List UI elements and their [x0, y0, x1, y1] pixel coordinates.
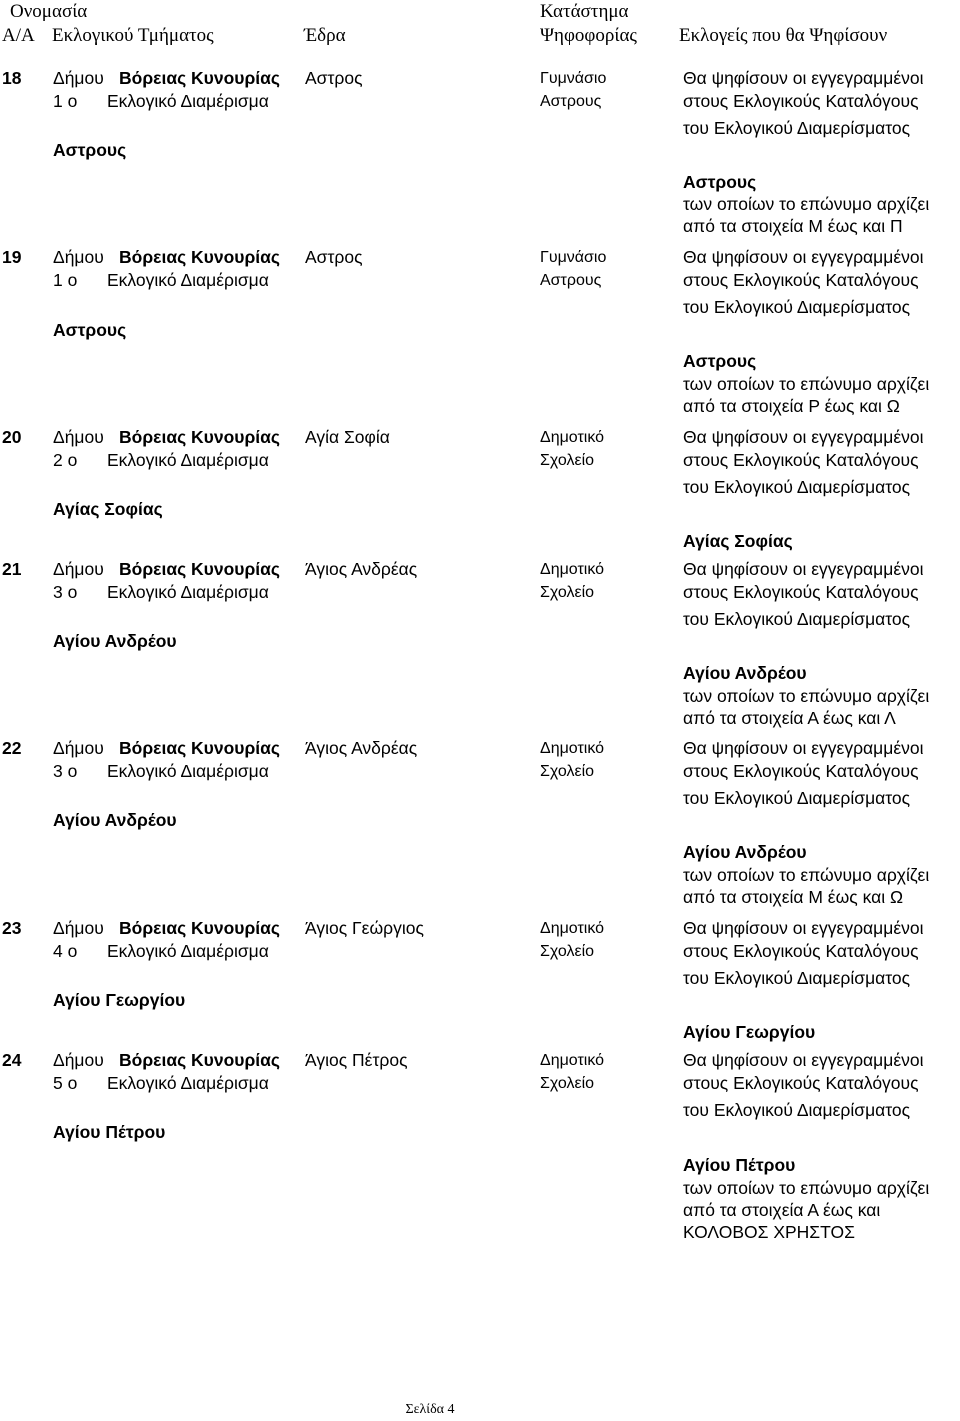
- voters-line1: Θα ψηφίσουν οι εγγεγραμμένοι: [683, 68, 924, 88]
- header-aa: Α/Α: [2, 25, 35, 46]
- district-number: 2 ο: [53, 450, 78, 470]
- row-number: 23: [2, 918, 22, 938]
- voters-line3: του Εκλογικού Διαμερίσματος: [683, 788, 911, 808]
- row-number: 20: [2, 427, 22, 447]
- municipality-label: Δήμου: [53, 247, 104, 267]
- voters-line6: από τα στοιχεία Α έως και Λ: [683, 708, 896, 728]
- voters-line5: των οποίων το επώνυμο αρχίζει: [683, 374, 930, 394]
- header-status-line1: Κατάστημα: [540, 1, 629, 22]
- municipality-name: Βόρειας Κυνουρίας: [119, 247, 281, 267]
- district-number: 1 ο: [53, 270, 78, 290]
- seat: Άγιος Ανδρέας: [305, 559, 418, 579]
- district-name: Αγίου Γεωργίου: [53, 990, 186, 1010]
- polling-place-line1: Δημοτικό: [540, 429, 605, 446]
- voters-line2: στους Εκλογικούς Καταλόγους: [683, 270, 919, 290]
- district-number: 5 ο: [53, 1073, 78, 1093]
- voters-line5: των οποίων το επώνυμο αρχίζει: [683, 865, 930, 885]
- voters-line1: Θα ψηφίσουν οι εγγεγραμμένοι: [683, 918, 924, 938]
- voters-line7: ΚΟΛΟΒΟΣ ΧΡΗΣΤΟΣ: [683, 1222, 855, 1242]
- voters-district-name: Αγίας Σοφίας: [683, 531, 793, 551]
- row-number: 19: [2, 247, 22, 267]
- municipality-name: Βόρειας Κυνουρίας: [119, 918, 281, 938]
- voters-line2: στους Εκλογικούς Καταλόγους: [683, 1073, 919, 1093]
- polling-place-line2: Σχολείο: [540, 943, 595, 960]
- district-name: Αστρους: [53, 320, 127, 340]
- municipality-label: Δήμου: [53, 918, 104, 938]
- voters-line2: στους Εκλογικούς Καταλόγους: [683, 91, 919, 111]
- district-number: 3 ο: [53, 582, 78, 602]
- voters-line5: των οποίων το επώνυμο αρχίζει: [683, 686, 930, 706]
- polling-place-line2: Σχολείο: [540, 584, 595, 601]
- voters-district-name: Αστρους: [683, 351, 757, 371]
- district-label: Εκλογικό Διαμέρισμα: [107, 941, 269, 961]
- voters-line1: Θα ψηφίσουν οι εγγεγραμμένοι: [683, 427, 924, 447]
- voters-line6: από τα στοιχεία Ρ έως και Ω: [683, 396, 900, 416]
- polling-place-line2: Σχολείο: [540, 763, 595, 780]
- voters-line6: από τα στοιχεία Α έως και: [683, 1200, 881, 1220]
- district-label: Εκλογικό Διαμέρισμα: [107, 91, 269, 111]
- voters-district-name: Αγίου Ανδρέου: [683, 663, 807, 683]
- municipality-name: Βόρειας Κυνουρίας: [119, 68, 281, 88]
- polling-place-line1: Γυμνάσιο: [540, 249, 607, 266]
- municipality-name: Βόρειας Κυνουρίας: [119, 427, 281, 447]
- voters-line2: στους Εκλογικούς Καταλόγους: [683, 761, 919, 781]
- municipality-label: Δήμου: [53, 427, 104, 447]
- voters-line1: Θα ψηφίσουν οι εγγεγραμμένοι: [683, 559, 924, 579]
- district-label: Εκλογικό Διαμέρισμα: [107, 582, 269, 602]
- municipality-label: Δήμου: [53, 68, 104, 88]
- polling-place-line1: Γυμνάσιο: [540, 70, 607, 87]
- municipality-label: Δήμου: [53, 738, 104, 758]
- seat: Άγιος Γεώργιος: [305, 918, 424, 938]
- voters-line3: του Εκλογικού Διαμερίσματος: [683, 609, 911, 629]
- polling-place-line1: Δημοτικό: [540, 740, 605, 757]
- voters-district-name: Αστρους: [683, 172, 757, 192]
- polling-place-line1: Δημοτικό: [540, 1052, 605, 1069]
- header-name-line1: Ονομασία: [10, 1, 88, 22]
- row-number: 24: [2, 1050, 22, 1070]
- municipality-name: Βόρειας Κυνουρίας: [119, 738, 281, 758]
- voters-line1: Θα ψηφίσουν οι εγγεγραμμένοι: [683, 1050, 924, 1070]
- header-name-line2: Εκλογικού Τμήματος: [52, 25, 214, 46]
- header-voters: Εκλογείς που θα Ψηφίσουν: [679, 25, 888, 46]
- polling-place-line1: Δημοτικό: [540, 561, 605, 578]
- district-label: Εκλογικό Διαμέρισμα: [107, 1073, 269, 1093]
- voters-line1: Θα ψηφίσουν οι εγγεγραμμένοι: [683, 247, 924, 267]
- voters-line3: του Εκλογικού Διαμερίσματος: [683, 477, 911, 497]
- district-number: 3 ο: [53, 761, 78, 781]
- voters-line6: από τα στοιχεία Μ έως και Ω: [683, 887, 904, 907]
- municipality-name: Βόρειας Κυνουρίας: [119, 1050, 281, 1070]
- voters-district-name: Αγίου Γεωργίου: [683, 1022, 816, 1042]
- voters-line3: του Εκλογικού Διαμερίσματος: [683, 1100, 911, 1120]
- district-number: 1 ο: [53, 91, 78, 111]
- voters-line3: του Εκλογικού Διαμερίσματος: [683, 297, 911, 317]
- district-label: Εκλογικό Διαμέρισμα: [107, 450, 269, 470]
- seat: Άγιος Ανδρέας: [305, 738, 418, 758]
- municipality-name: Βόρειας Κυνουρίας: [119, 559, 281, 579]
- municipality-label: Δήμου: [53, 1050, 104, 1070]
- seat: Αστρος: [305, 68, 363, 88]
- district-label: Εκλογικό Διαμέρισμα: [107, 270, 269, 290]
- district-name: Αγίας Σοφίας: [53, 499, 163, 519]
- seat: Αστρος: [305, 247, 363, 267]
- voters-line1: Θα ψηφίσουν οι εγγεγραμμένοι: [683, 738, 924, 758]
- voters-line2: στους Εκλογικούς Καταλόγους: [683, 450, 919, 470]
- polling-place-line1: Δημοτικό: [540, 920, 605, 937]
- voters-line5: των οποίων το επώνυμο αρχίζει: [683, 194, 930, 214]
- voters-line3: του Εκλογικού Διαμερίσματος: [683, 968, 911, 988]
- voters-line5: των οποίων το επώνυμο αρχίζει: [683, 1178, 930, 1198]
- polling-place-line2: Αστρους: [540, 272, 602, 289]
- voters-line2: στους Εκλογικούς Καταλόγους: [683, 941, 919, 961]
- district-name: Αγίου Πέτρου: [53, 1122, 166, 1142]
- voters-district-name: Αγίου Ανδρέου: [683, 842, 807, 862]
- district-name: Αστρους: [53, 140, 127, 160]
- seat: Άγιος Πέτρος: [305, 1050, 408, 1070]
- row-number: 22: [2, 738, 22, 758]
- voters-district-name: Αγίου Πέτρου: [683, 1155, 796, 1175]
- district-name: Αγίου Ανδρέου: [53, 631, 177, 651]
- row-number: 18: [2, 68, 22, 88]
- district-name: Αγίου Ανδρέου: [53, 810, 177, 830]
- district-number: 4 ο: [53, 941, 78, 961]
- polling-place-line2: Σχολείο: [540, 452, 595, 469]
- voters-line3: του Εκλογικού Διαμερίσματος: [683, 118, 911, 138]
- header-seat: Έδρα: [304, 25, 346, 46]
- polling-place-line2: Αστρους: [540, 93, 602, 110]
- district-label: Εκλογικό Διαμέρισμα: [107, 761, 269, 781]
- header-status-line2: Ψηφοφορίας: [540, 25, 637, 46]
- row-number: 21: [2, 559, 22, 579]
- municipality-label: Δήμου: [53, 559, 104, 579]
- voters-line2: στους Εκλογικούς Καταλόγους: [683, 582, 919, 602]
- seat: Αγία Σοφία: [305, 427, 390, 447]
- polling-place-line2: Σχολείο: [540, 1075, 595, 1092]
- page-number: Σελίδα 4: [405, 1402, 455, 1417]
- voters-line6: από τα στοιχεία Μ έως και Π: [683, 216, 903, 236]
